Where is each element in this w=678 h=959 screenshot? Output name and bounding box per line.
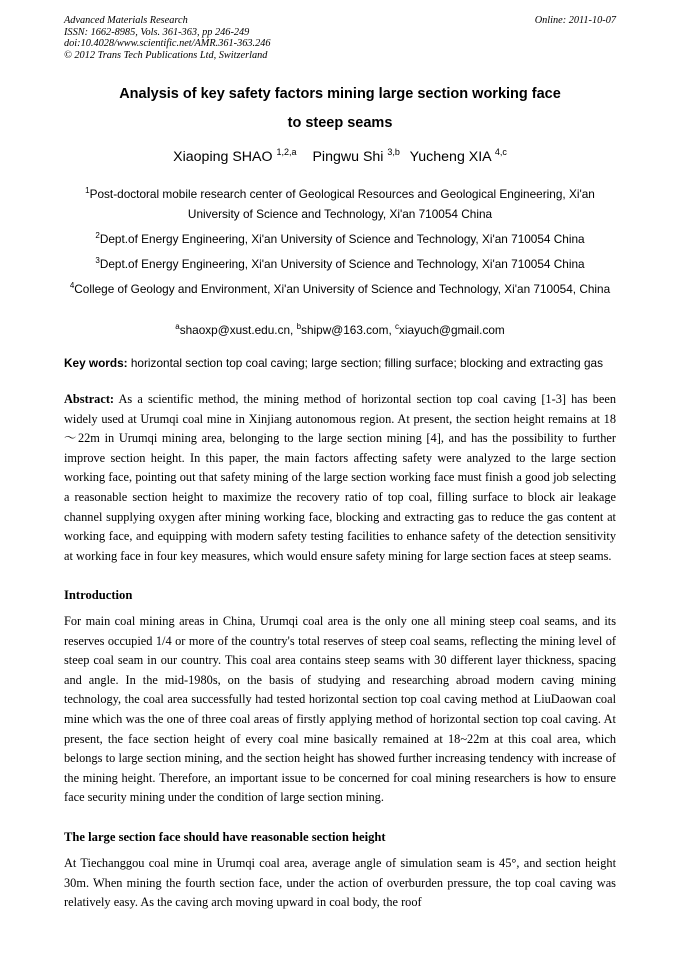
journal-name: Advanced Materials Research (64, 15, 188, 26)
affiliation (64, 276, 616, 299)
affiliation-marker: 1 (85, 186, 90, 195)
keywords-label: Key words: (64, 356, 128, 370)
author-list (64, 147, 616, 165)
journal-doi: doi:10.4028/www.scientific.net/AMR.361-363.246 (64, 38, 271, 50)
section-heading-section-height: The large section face should have reasonable section height (64, 830, 386, 844)
email-list (64, 317, 616, 340)
introduction-paragraph: For main coal mining areas in China, Urumqi coal area is the only one all mining steep coal seams, and its reserves occupied 1/4 or more of the country's total reserves of steep coal seams, reflecting the mining level of steep coal seam in our country. This coal area contains steep seams with 30 different layer thickness, spacing and angle. In the mid-1980s, on the basis of studying and researching abroad modern caving mining technology, the coal area successfully had tested horizontal section top coal caving method at LiuDaowan coal mine which was the one of three coal areas of firstly applying method of horizontal section top coal caving. At present, the face section height of every coal mine basically remained at 18~22m at this coal area, which belongs to large section mining, and the section height has showed further increasing tendency with increase of the mining height. Therefore, an important issue to be concerned for coal mining researchers is how to ensure face security mining under the condition of large section mining. (64, 614, 616, 805)
section-heading-introduction: Introduction (64, 588, 133, 602)
affiliation-text: College of Geology and Environment, Xi'an University of Science and Technology, Xi'an 710054, China (74, 282, 611, 296)
affiliation-text: Post-doctoral mobile research center of Geological Resources and Geological Engineering, Xi'an University of Science and Technology, Xi'an 710054 China (89, 187, 595, 221)
journal-issn: ISSN: 1662-8985, Vols. 361-363, pp 246-249 (64, 26, 250, 38)
abstract-text: As a scientific method, the mining method of horizontal section top coal caving [1-3] has been widely used at Urumqi coal mine in Xinjiang autonomous region. At present, the section height remains at 18～22m in Urumqi mining area, belonging to the large section mining [4], and has the possibility to further improve section height. In this paper, the main factors affecting safety were analyzed to the large section working face, pointing out that safety mining of the large section working face must finish a good job selecting a reasonable section height to maximize the recovery ratio of top coal, filling surface to block air leakage channel supplying oxygen after mining working face, blocking and extracting gas to reduce the gas content at working face, and equipping with modern safety testing facilities to enhance safety of the detection sensitivity at working face in four key measures, which would ensure safety mining for large section faces at steep seams. (64, 392, 617, 563)
affiliation-text: Dept.of Energy Engineering, Xi'an University of Science and Technology, Xi'an 710054 China (99, 232, 585, 246)
affiliation-marker: 2 (95, 231, 100, 240)
online-date: Online: 2011-10-07 (534, 15, 616, 26)
abstract-label: Abstract: (64, 392, 115, 406)
affiliation-text: Dept.of Energy Engineering, Xi'an University of Science and Technology, Xi'an 710054 China (99, 257, 585, 271)
affiliation-marker: 3 (95, 256, 100, 265)
keywords-text: horizontal section top coal caving; large section; filling surface; blocking and extracting gas (130, 356, 604, 370)
affiliation (64, 251, 616, 274)
email-marker: a (175, 322, 180, 331)
email-link[interactable]: xiayuch@gmail.com (399, 323, 505, 337)
author-name: Yucheng XIA (409, 149, 491, 165)
affiliation (64, 181, 616, 224)
affiliation-marker: 4 (69, 281, 75, 290)
email-link[interactable]: shipw@163.com, (301, 323, 392, 337)
author-affiliation-marker: 4,c (494, 147, 507, 157)
email-link[interactable]: shaoxp@xust.edu.cn, (179, 323, 294, 337)
author-affiliation-marker: 3,b (387, 147, 400, 157)
journal-header (64, 15, 616, 61)
keywords (64, 355, 616, 372)
author-name: Xiaoping SHAO (173, 149, 273, 165)
journal-copyright: © 2012 Trans Tech Publications Ltd, Switzerland (64, 49, 268, 61)
paper-title-line-1: Analysis of key safety factors mining large section working face (119, 86, 561, 102)
email-marker: b (296, 322, 302, 331)
section-paragraph: At Tiechanggou coal mine in Urumqi coal area, average angle of simulation seam is 45°, and section height 30m. When mining the fourth section face, under the action of overburden pressure, the top coal caving was relatively easy. As the caving arch moving upward in coal body, the roof (64, 856, 616, 910)
email-marker: c (395, 322, 400, 331)
author-name: Pingwu Shi (312, 149, 384, 165)
abstract (64, 390, 616, 566)
affiliation (64, 226, 616, 249)
paper-title-line-2: to steep seams (287, 115, 393, 131)
author-affiliation-marker: 1,2,a (276, 147, 297, 157)
